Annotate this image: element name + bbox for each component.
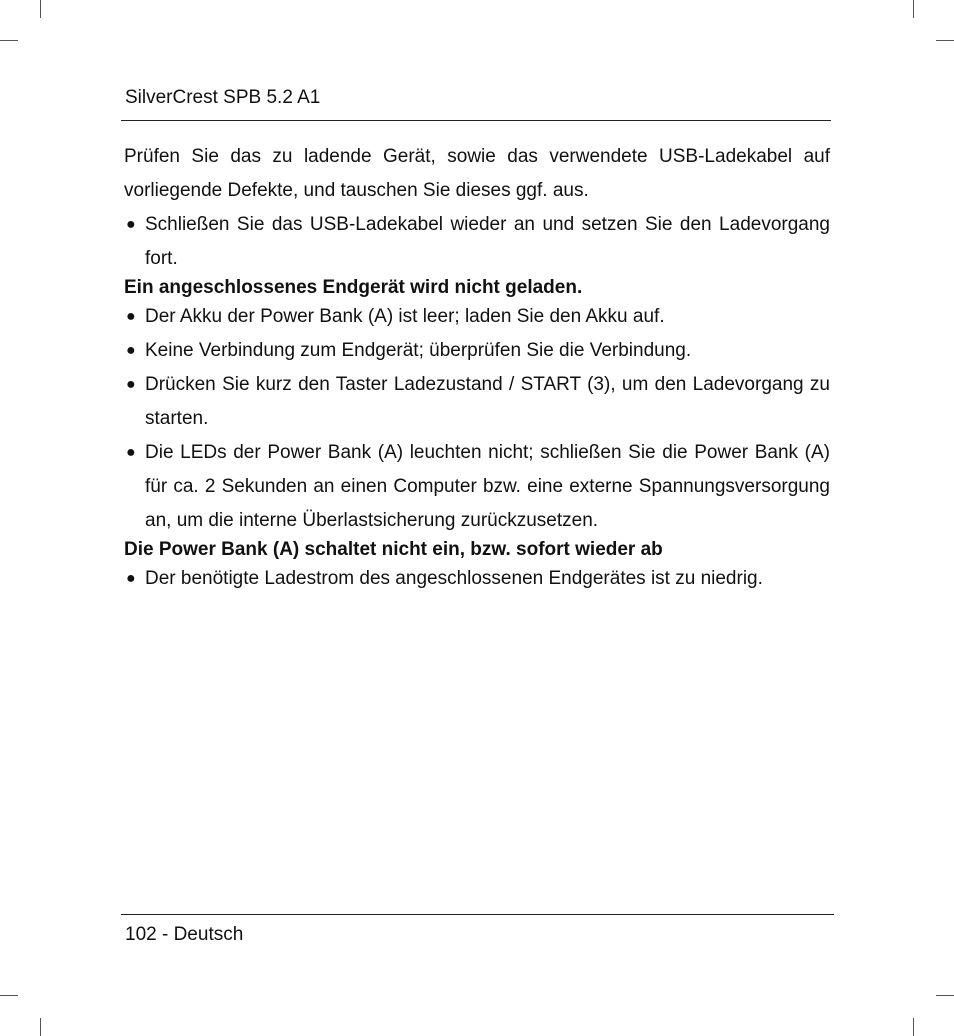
crop-mark-bottom-right	[913, 1018, 914, 1036]
crop-mark-bottom-right-h	[936, 995, 954, 996]
list-item	[124, 334, 830, 368]
footer-rule	[121, 914, 834, 915]
crop-mark-top-left	[40, 0, 41, 18]
crop-mark-bottom-left	[40, 1018, 41, 1036]
page-content	[124, 140, 830, 596]
section1-bullet-list	[124, 300, 830, 538]
list-item	[124, 208, 830, 276]
bullet-icon: ●	[126, 216, 136, 233]
list-item	[124, 368, 830, 436]
section-heading-not-charging: Ein angeschlossenes Endgerät wird nicht geladen.	[124, 277, 583, 298]
bullet-icon: ●	[126, 444, 136, 461]
list-item-text: Drücken Sie kurz den Taster Ladezustand / START (3), um den Ladevorgang zu starten.	[145, 374, 830, 429]
list-item	[124, 300, 830, 334]
bullet-icon: ●	[126, 570, 136, 587]
list-item-text: Schließen Sie das USB-Ladekabel wieder an und setzen Sie den Ladevorgang fort.	[145, 214, 830, 269]
intro-paragraph: Prüfen Sie das zu ladende Gerät, sowie das verwendete USB-Ladekabel auf vorliegende Defekte, und tauschen Sie dieses ggf. aus.	[124, 146, 830, 201]
list-item-text: Der Akku der Power Bank (A) ist leer; laden Sie den Akku auf.	[145, 306, 665, 327]
list-item	[124, 562, 830, 596]
crop-mark-bottom-left-h	[0, 995, 18, 996]
crop-mark-top-left-h	[0, 40, 18, 41]
section-heading-power-off: Die Power Bank (A) schaltet nicht ein, bzw. sofort wieder ab	[124, 539, 663, 560]
list-item-text: Der benötigte Ladestrom des angeschlossenen Endgerätes ist zu niedrig.	[145, 568, 763, 589]
page-number: 102 - Deutsch	[125, 924, 244, 945]
crop-mark-top-right	[913, 0, 914, 18]
bullet-icon: ●	[126, 342, 136, 359]
page-header-title: SilverCrest SPB 5.2 A1	[125, 87, 321, 108]
list-item-text: Die LEDs der Power Bank (A) leuchten nicht; schließen Sie die Power Bank (A) für ca. 2 Sekunden an einen Computer bzw. eine externe Spannungsversorgung an, um die interne Überlastsicherung zurückzusetzen.	[145, 442, 830, 531]
intro-bullet-list	[124, 208, 830, 276]
bullet-icon: ●	[126, 308, 136, 325]
list-item	[124, 436, 830, 538]
list-item-text: Keine Verbindung zum Endgerät; überprüfen Sie die Verbindung.	[145, 340, 692, 361]
header-rule	[121, 120, 831, 121]
bullet-icon: ●	[126, 376, 136, 393]
crop-mark-top-right-h	[936, 40, 954, 41]
section2-bullet-list	[124, 562, 830, 596]
